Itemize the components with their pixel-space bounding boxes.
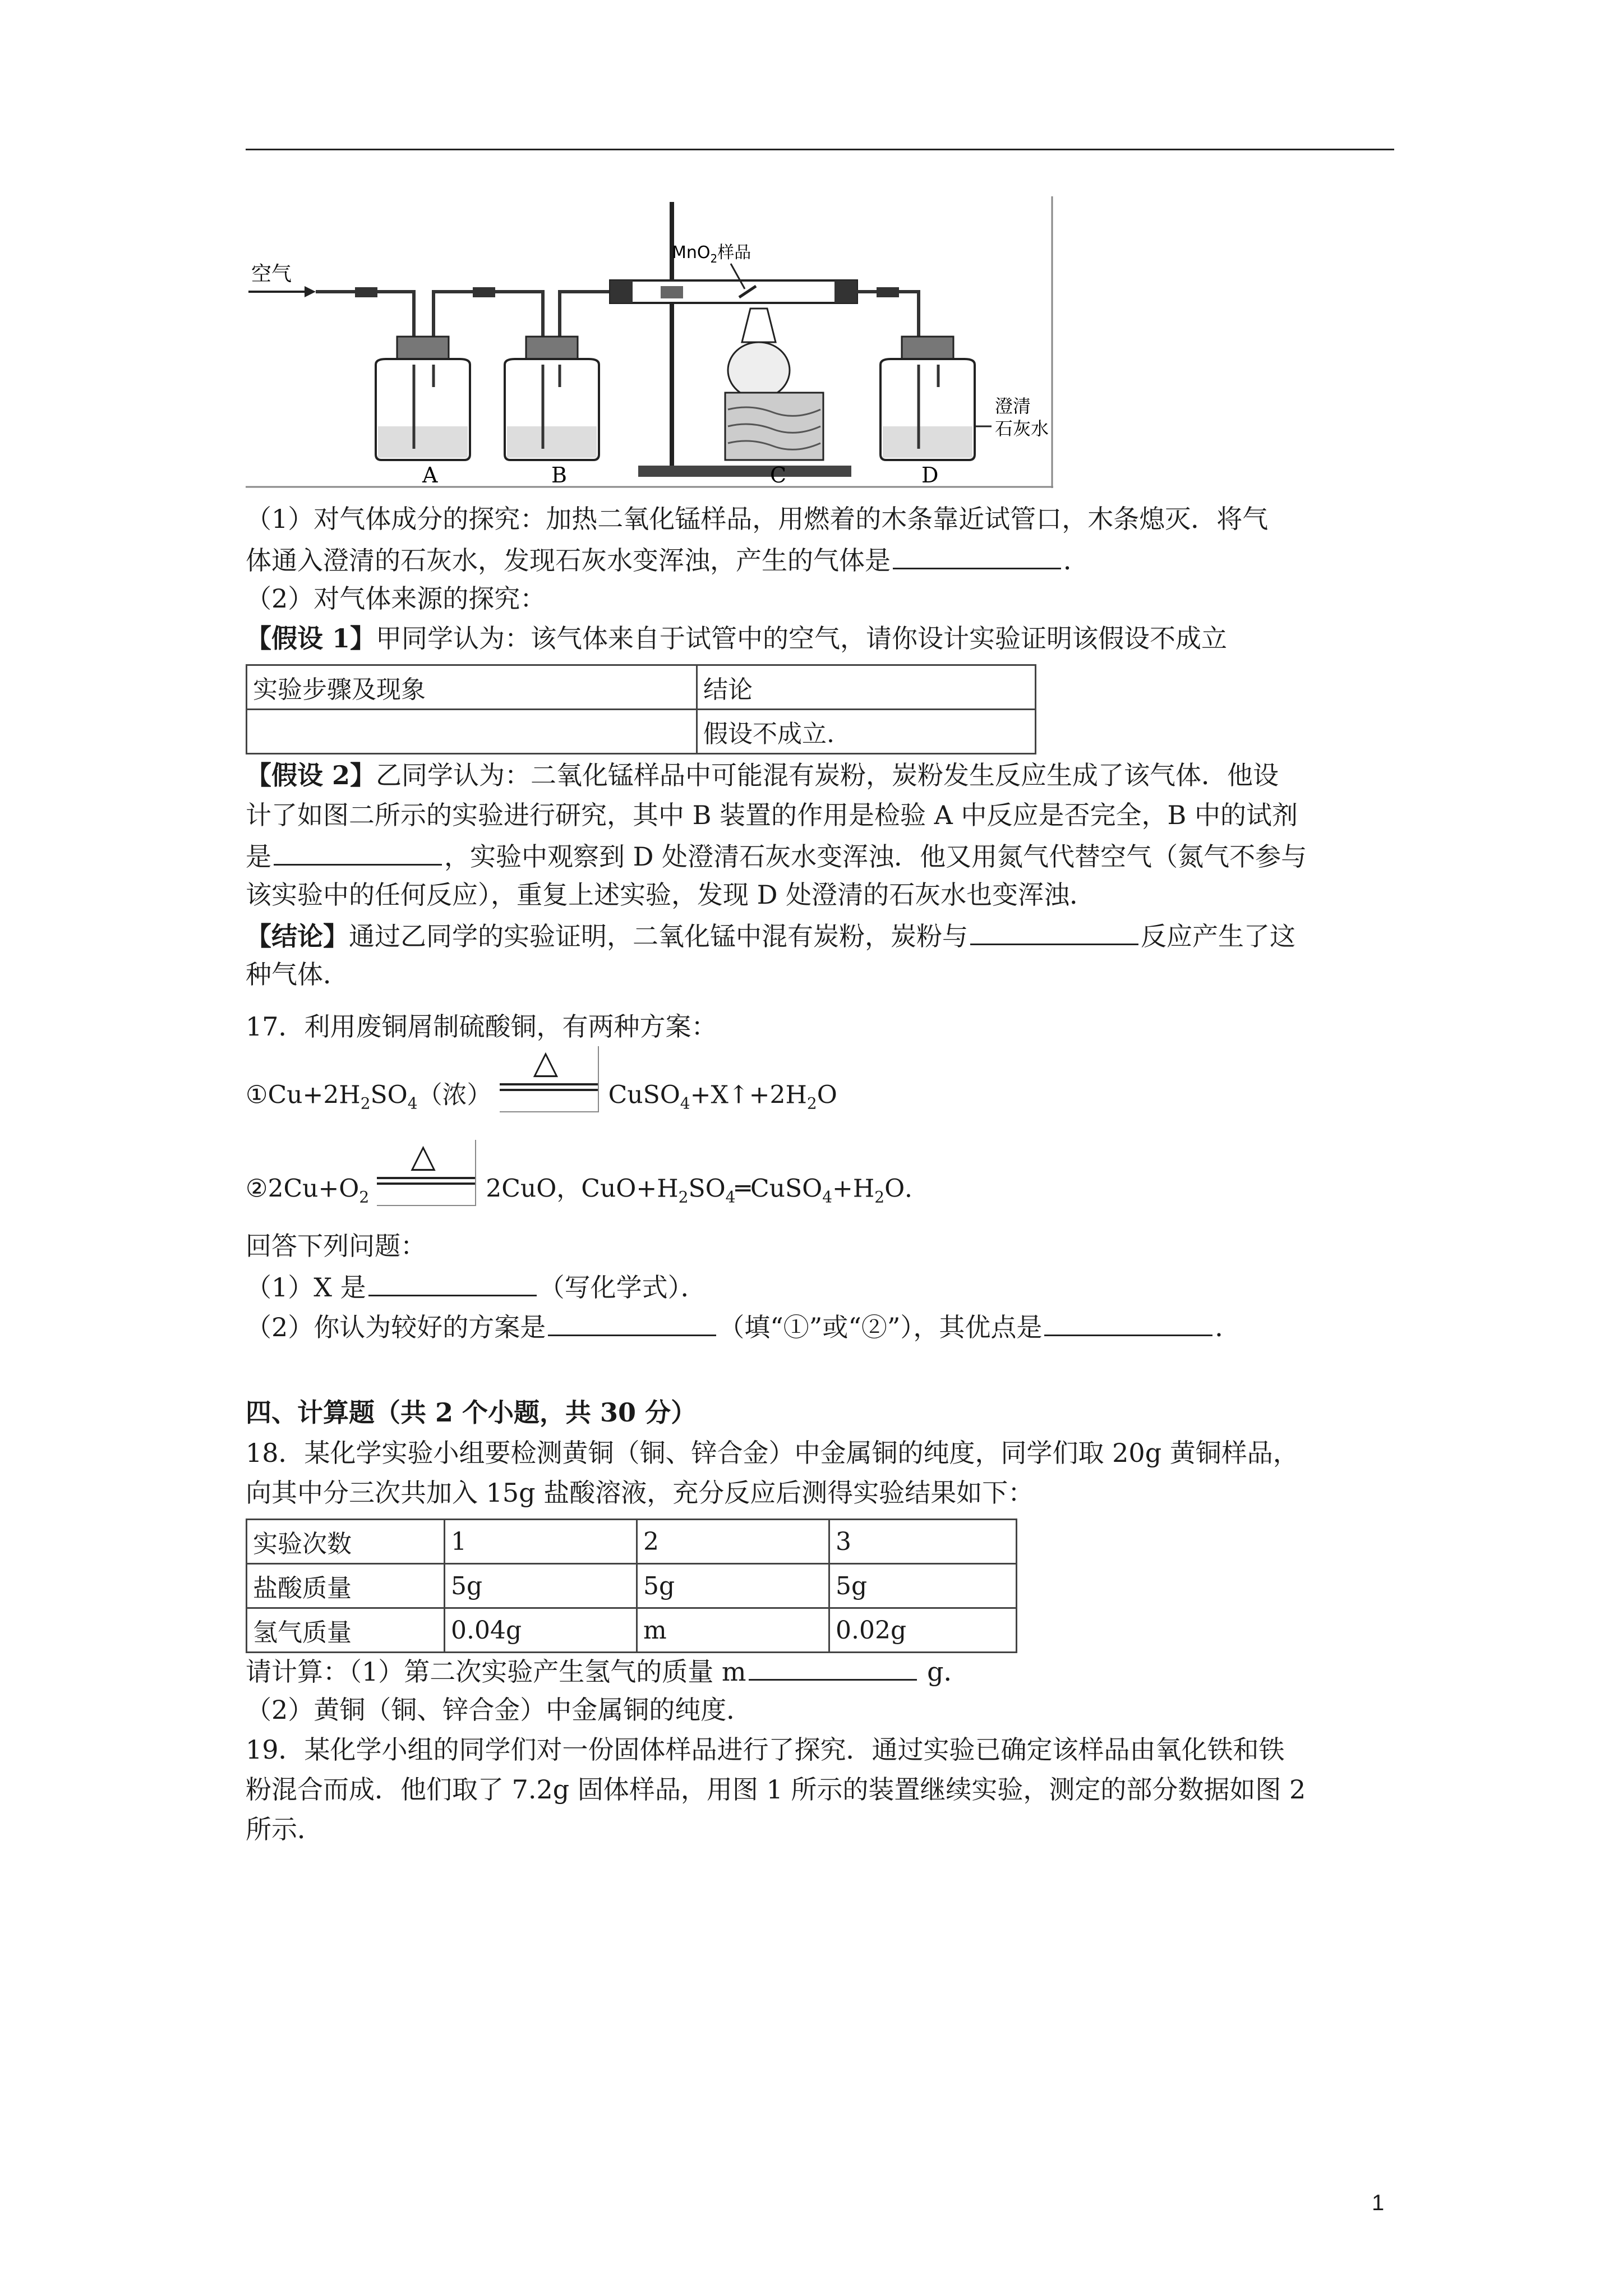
air-label: 空气 <box>251 263 292 286</box>
triangle-icon: △ <box>533 1043 559 1081</box>
table-header: 实验步骤及现象 <box>247 665 697 710</box>
q17-stem: 17．利用废铜屑制硫酸铜，有两种方案： <box>246 1011 717 1042</box>
table-row <box>247 1564 1017 1608</box>
answer-blank[interactable] <box>1044 1309 1212 1336</box>
label-b: B <box>551 463 567 487</box>
q19-line2: 粉混合而成．他们取了 7.2g 固体样品，用图 1 所示的装置继续实验，测定的部分数据如图 2 <box>246 1774 1306 1805</box>
page-number: 1 <box>1372 2191 1385 2215</box>
conclusion-line1: 【结论】通过乙同学的实验证明，二氧化锰中混有炭粉，炭粉与 反应产生了这 <box>246 918 1295 953</box>
hypothesis-table <box>246 664 1036 754</box>
table-cell: 实验次数 <box>247 1520 445 1564</box>
limewater-label-1: 澄清 <box>995 395 1031 417</box>
q18-calc2: （2）黄铜（铜、锌合金）中金属铜的纯度． <box>246 1695 753 1725</box>
table-cell: 2 <box>637 1520 829 1564</box>
table-cell: 假设不成立. <box>697 710 1036 754</box>
conclusion-line2: 种气体． <box>246 959 349 990</box>
hypothesis-2-line3: 是 ，实验中观察到 D 处澄清石灰水变浑浊．他又用氮气代替空气（氮气不参与 <box>246 838 1307 873</box>
q16-part1-line1: （1）对气体成分的探究：加热二氧化锰样品，用燃着的木条靠近试管口，木条熄灭．将气 <box>246 504 1269 534</box>
q18-line1: 18．某化学实验小组要检测黄铜（铜、锌合金）中金属铜的纯度，同学们取 20g 黄铜样品， <box>246 1438 1299 1468</box>
answer-blank[interactable] <box>274 838 442 866</box>
table-header: 结论 <box>697 665 1036 710</box>
answer-blank[interactable] <box>548 1309 716 1336</box>
q18-line2: 向其中分三次共加入 15g 盐酸溶液，充分反应后测得实验结果如下： <box>246 1478 1034 1508</box>
table-cell: 0.04g <box>445 1608 637 1653</box>
table-row <box>247 1608 1017 1653</box>
table-cell: 1 <box>445 1520 637 1564</box>
table-cell-answer[interactable] <box>247 710 697 754</box>
section-heading: 四、计算题（共 2 个小题，共 30 分） <box>246 1397 697 1428</box>
header-rule <box>246 149 1394 150</box>
limewater-label-2: 石灰水 <box>995 418 1049 439</box>
q17-part2: （2）你认为较好的方案是 （填“①”或“②”），其优点是 ． <box>246 1309 1241 1344</box>
table-cell: m <box>637 1608 829 1653</box>
mno2-label: MnO$_2$样品 <box>672 243 751 265</box>
heat-condition <box>377 1137 478 1218</box>
heat-condition <box>500 1043 601 1125</box>
q16-part2: （2）对气体来源的探究： <box>246 583 546 614</box>
results-table <box>246 1519 1017 1653</box>
triangle-icon: △ <box>411 1137 436 1175</box>
hypothesis-2-line1: 【假设 2】乙同学认为：二氧化锰样品中可能混有炭粉，炭粉发生反应生成了该气体．他设 <box>246 760 1279 790</box>
answer-blank[interactable] <box>893 542 1061 569</box>
equation-1: $①Cu+2H_2SO_4$（浓） △ $CuSO_4+X↑+2H_2O$ <box>246 1063 837 1130</box>
label-a: A <box>422 463 438 487</box>
label-d: D <box>921 463 939 487</box>
hypothesis-1: 【假设 1】甲同学认为：该气体来自于试管中的空气，请你设计实验证明该假设不成立 <box>246 623 1228 654</box>
table-cell: 盐酸质量 <box>247 1564 445 1608</box>
table-cell: 5g <box>637 1564 829 1608</box>
answer-blank[interactable] <box>970 918 1138 945</box>
q17-part1: （1）X 是 （写化学式）． <box>246 1269 707 1304</box>
label-c: C <box>770 463 787 487</box>
table-row <box>247 1520 1017 1564</box>
table-cell: 0.02g <box>829 1608 1017 1653</box>
hypothesis-2-line4: 该实验中的任何反应），重复上述实验，发现 D 处澄清的石灰水也变浑浊． <box>246 880 1096 910</box>
q16-part1-line2: 体通入澄清的石灰水，发现石灰水变浑浊，产生的气体是 ． <box>246 542 1089 577</box>
q19-line1: 19．某化学小组的同学们对一份固体样品进行了探究．通过实验已确定该样品由氧化铁和铁 <box>246 1734 1285 1765</box>
q18-calc1: 请计算：（1）第二次实验产生氢气的质量 m g． <box>246 1653 970 1688</box>
q19-line3: 所示． <box>246 1814 323 1844</box>
apparatus-figure <box>246 196 1053 488</box>
answer-blank[interactable] <box>749 1653 917 1681</box>
table-cell: 3 <box>829 1520 1017 1564</box>
answer-blank[interactable] <box>368 1269 537 1296</box>
hypothesis-2-line2: 计了如图二所示的实验进行研究，其中 B 装置的作用是检验 A 中反应是否完全，B 中的试剂 <box>246 800 1298 830</box>
table-cell: 氢气质量 <box>247 1608 445 1653</box>
answer-intro: 回答下列问题： <box>246 1231 426 1261</box>
table-cell: 5g <box>829 1564 1017 1608</box>
equation-2: $②2Cu+O_2$ △ 2CuO，$CuO+H_2SO_4═CuSO_4+H_2O$． <box>246 1157 929 1224</box>
table-cell: 5g <box>445 1564 637 1608</box>
